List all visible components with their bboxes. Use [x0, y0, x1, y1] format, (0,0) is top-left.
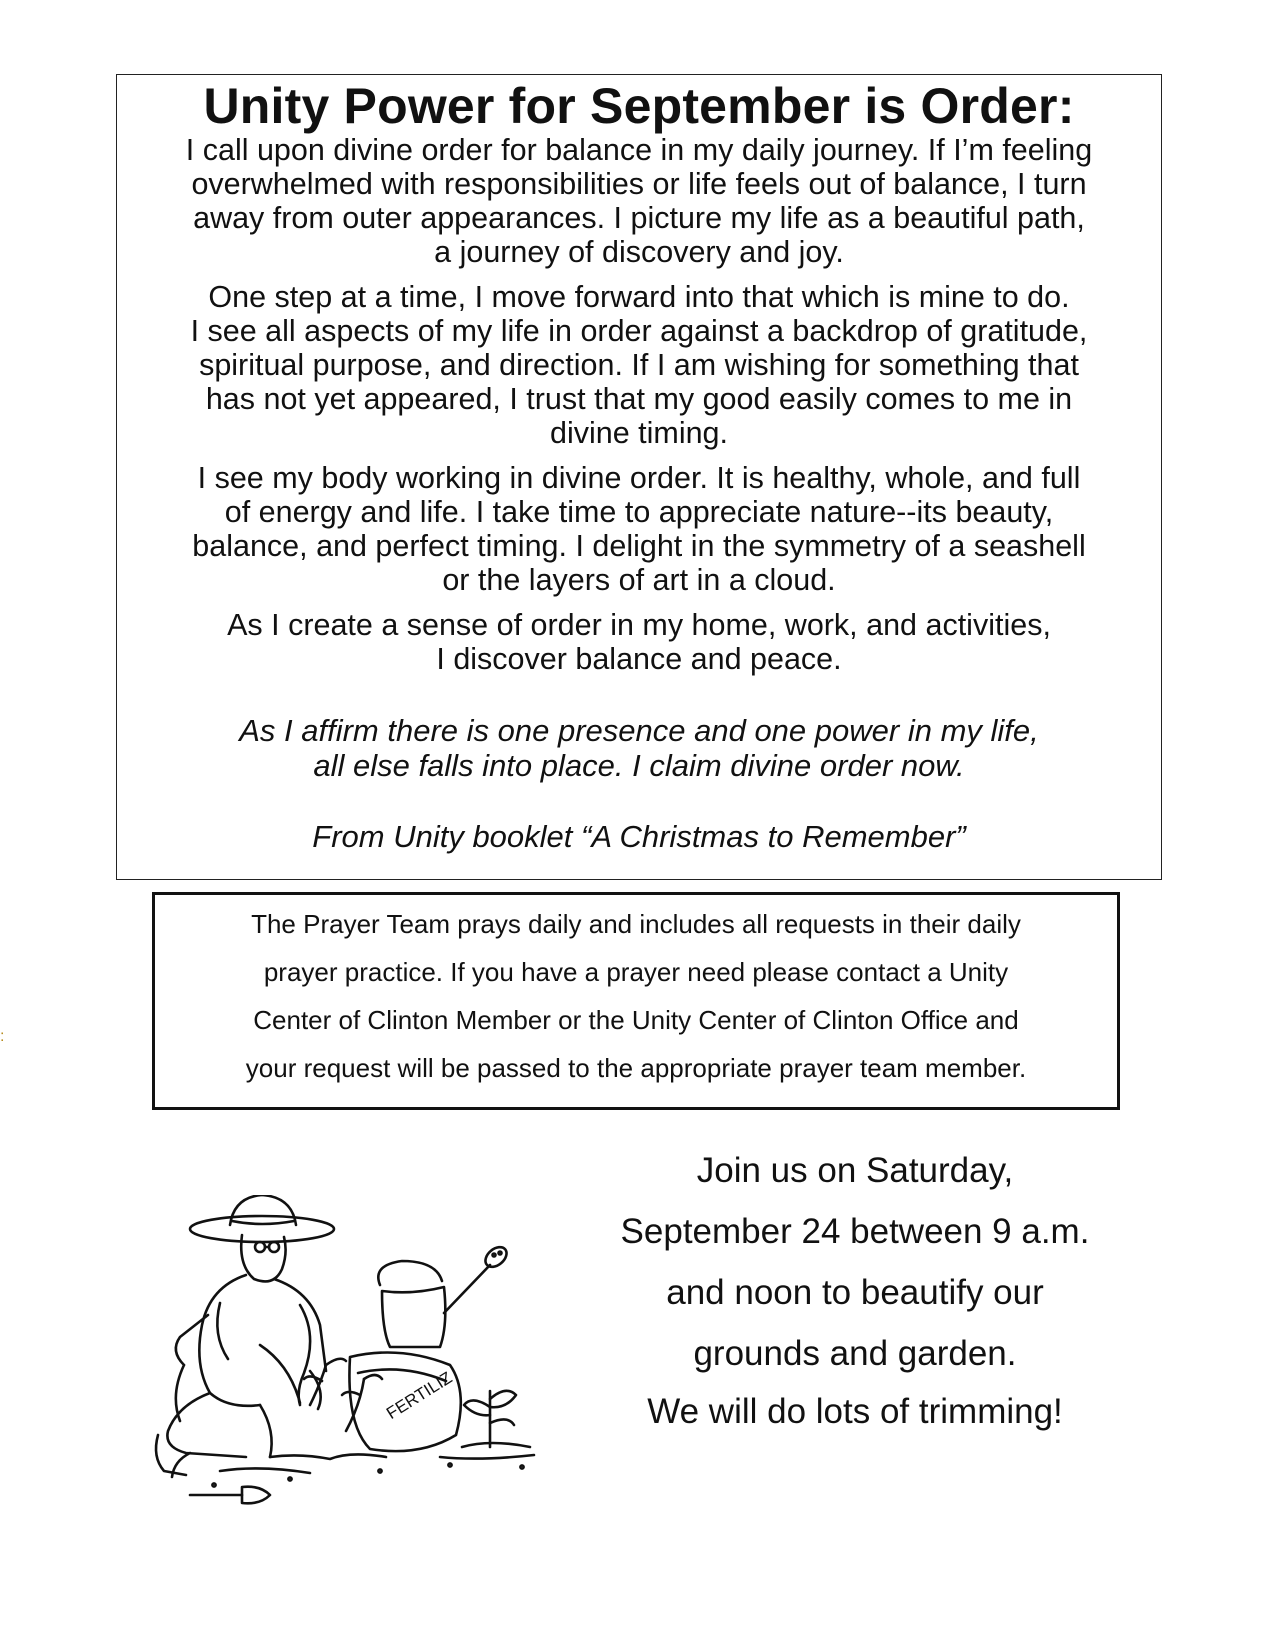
unity-power-box	[116, 74, 1162, 880]
page-title: Unity Power for September is Order:	[203, 78, 1075, 134]
prayer-team-notice: The Prayer Team prays daily and includes all requests in their daily prayer practice. If you have a prayer need please contact a Unity Center of Clinton Member or the Unity Center of Clinton Office and your request will be passed to the appropriate prayer team member.	[152, 892, 1120, 1110]
trimming-note: We will do lots of trimming!	[647, 1392, 1063, 1431]
affirmation-text: As I affirm there is one presence and one power in my life, all else falls into place. I claim divine order now.	[239, 713, 1039, 783]
garden-invitation: Join us on Saturday, September 24 between 9 a.m. and noon to beautify our grounds and garden.	[620, 1151, 1090, 1373]
margin-mark: :	[0, 1028, 5, 1045]
unity-paragraph-4: As I create a sense of order in my home, work, and activities, I discover balance and peace.	[227, 608, 1051, 676]
source-citation: From Unity booklet “A Christmas to Remember”	[312, 819, 966, 854]
unity-paragraph-1: I call upon divine order for balance in my daily journey. If I’m feeling overwhelmed with responsibilities or life feels out of balance, I turn away from outer appearances. I picture my life as a beautiful path, a journey of discovery and joy.	[185, 133, 1093, 269]
unity-paragraph-2: One step at a time, I move forward into that which is mine to do. I see all aspects of my life in order against a backdrop of gratitude, spiritual purpose, and direction. If I am wishing for something that has not yet appeared, I trust that my good easily comes to me in divine timing.	[190, 280, 1088, 450]
fertilizer-bag-label: FERTILIZ	[383, 1367, 456, 1423]
unity-paragraph-3: I see my body working in divine order. It is healthy, whole, and full of energy and life. I take time to appreciate nature--its beauty, balance, and perfect timing. I delight in the symmetry of a seashell or the layers of art in a cloud.	[192, 461, 1086, 597]
gardener-illustration-icon	[150, 1195, 570, 1505]
